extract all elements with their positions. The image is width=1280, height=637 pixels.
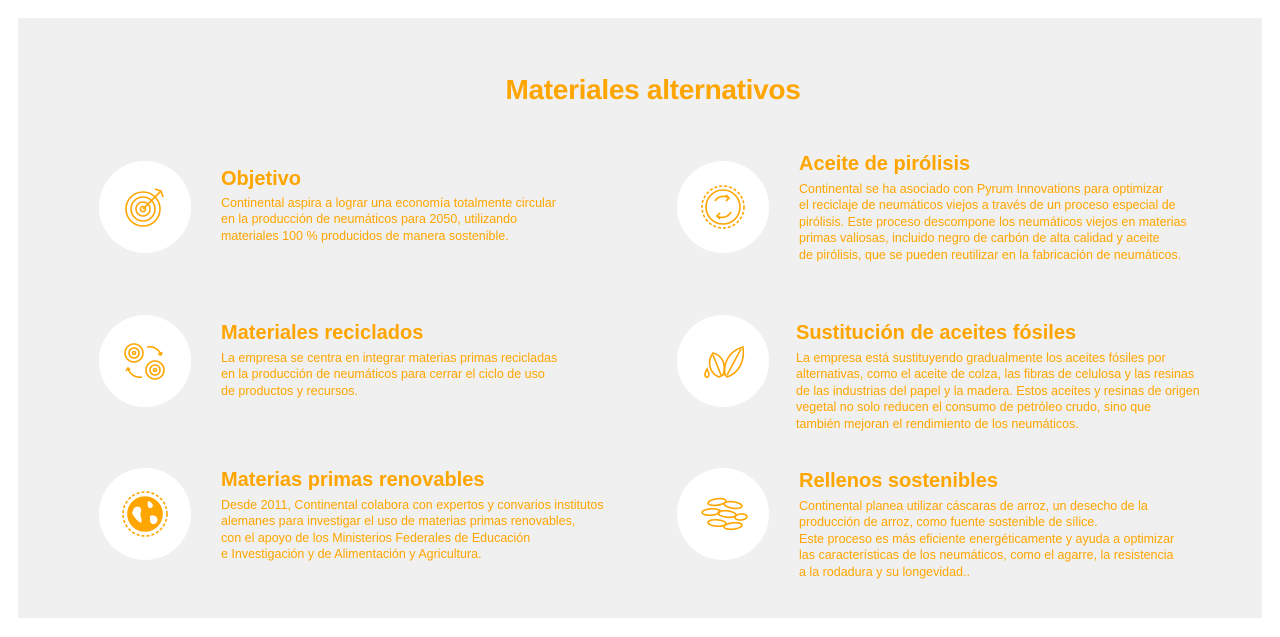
item-body: La empresa está sustituyendo gradualmente los aceites fósiles por alternativas, como el aceite de colza, las fibras de celulosa y las resinas de las industrias del papel y la madera. Estos aceites y resinas de origen vegetal no solo reducen el consumo de petróleo crudo, sino que también mejoran el rendimiento de los neumáticos. — [796, 351, 1200, 431]
item-body: Continental aspira a lograr una economía totalmente circular en la producción de neumáticos para 2050, utilizando materiales 100 % producidos de manera sostenible. — [221, 196, 556, 243]
icon-circle — [677, 161, 769, 253]
icon-circle — [99, 161, 191, 253]
target-icon — [117, 179, 173, 235]
leaf-oil-icon — [695, 333, 751, 389]
item-heading: Materiales reciclados — [221, 322, 424, 344]
icon-circle — [99, 468, 191, 560]
tire-recycle-icon — [695, 179, 751, 235]
item-body: Continental planea utilizar cáscaras de arroz, un desecho de la producción de arroz, como fuente sostenible de sílice. Este proceso es más eficiente energéticamente y ayuda a optimizar las características de los neumáticos, como el agarre, la resistencia a la rodadura y su longevidad.. — [799, 499, 1175, 579]
item-heading: Sustitución de aceites fósiles — [796, 322, 1077, 344]
item-body: Desde 2011, Continental colabora con expertos y convarios institutos alemanes para investigar el uso de materias primas renovables, con el apoyo de los Ministerios Federales de Educación e Investigación y de Alimentación y Agricultura. — [221, 498, 604, 562]
item-heading: Objetivo — [221, 168, 302, 190]
recycle-rings-icon — [117, 333, 173, 389]
globe-tire-icon — [117, 486, 173, 542]
item-heading: Rellenos sostenibles — [799, 470, 998, 492]
item-body: La empresa se centra en integrar materias primas recicladas en la producción de neumáticos para cerrar el ciclo de uso de productos y recursos. — [221, 351, 558, 398]
icon-circle — [99, 315, 191, 407]
item-body: Continental se ha asociado con Pyrum Innovations para optimizar el reciclaje de neumáticos viejos a través de un proceso especial de pirólisis. Este proceso descompone los neumáticos viejos en materias primas valiosas, incluido negro de carbón de alta calidad y aceite de pirólisis, que se pueden reutilizar en la fabricación de neumáticos. — [799, 182, 1187, 262]
icon-circle — [677, 315, 769, 407]
item-heading: Materias primas renovables — [221, 469, 485, 491]
rice-husk-icon — [695, 486, 751, 542]
page-title: Materiales alternativos — [505, 74, 801, 105]
item-heading: Aceite de pirólisis — [799, 153, 971, 175]
icon-circle — [677, 468, 769, 560]
